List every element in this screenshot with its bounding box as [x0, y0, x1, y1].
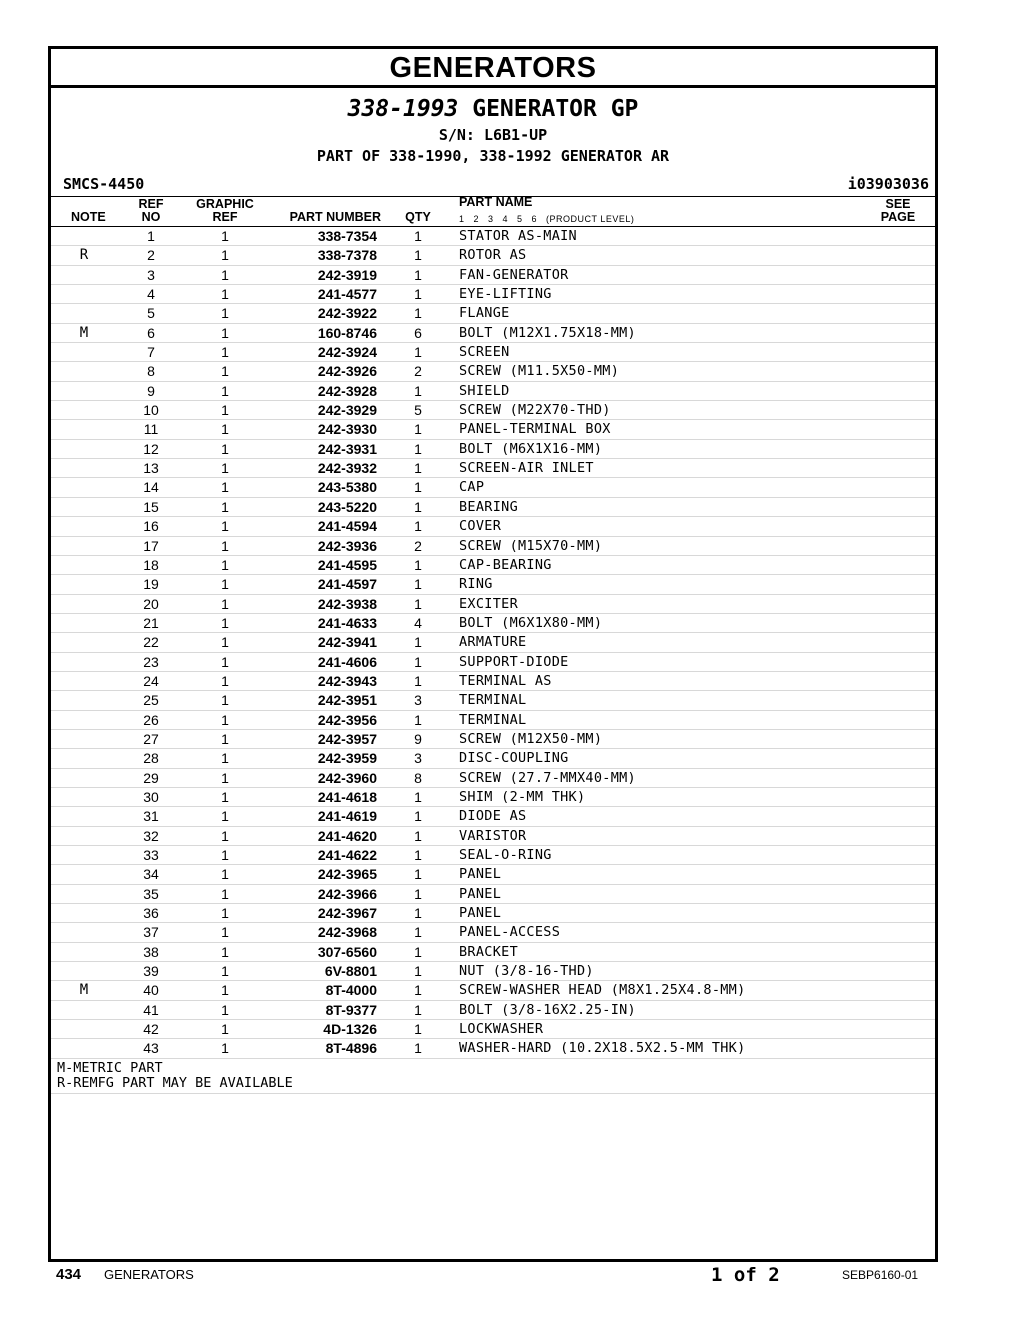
graphic-ref-cell: 1 [221, 344, 229, 361]
ref-no-cell: 22 [143, 634, 159, 651]
ref-no-cell: 4 [147, 286, 155, 303]
graphic-ref-cell: 1 [221, 943, 229, 960]
part-name-cell: PANEL [459, 866, 502, 883]
qty-cell: 1 [414, 847, 422, 863]
header-part-name: PART NAME [459, 195, 533, 209]
part-name-cell: SCREW (27.7-MMX40-MM) [459, 769, 636, 786]
part-number-cell: 6V-8801 [324, 963, 377, 980]
qty-cell: 1 [414, 518, 422, 535]
group-title [51, 95, 935, 123]
part-name-cell: BOLT (M6X1X80-MM) [459, 614, 603, 631]
part-name-cell: CAP [459, 479, 485, 496]
header-qty: QTY [405, 210, 431, 224]
ref-no-cell: 1 [147, 228, 155, 244]
qty-cell: 1 [414, 788, 422, 805]
part-name-cell: VARISTOR [459, 827, 527, 844]
graphic-ref-cell: 1 [221, 518, 229, 535]
graphic-ref-cell: 1 [221, 228, 229, 244]
part-number-cell: 242-3967 [317, 905, 377, 922]
table-header [51, 196, 935, 227]
qty-cell: 1 [414, 576, 422, 593]
part-number-cell: 241-4620 [317, 827, 377, 844]
graphic-ref-cell: 1 [221, 1021, 229, 1038]
table-row [51, 769, 935, 788]
part-name-cell: COVER [459, 518, 502, 535]
graphic-ref-cell: 1 [221, 460, 229, 477]
ref-no-cell: 27 [143, 730, 159, 747]
graphic-ref-cell: 1 [221, 363, 229, 380]
qty-cell: 1 [414, 266, 422, 283]
table-row [51, 788, 935, 807]
table-row [51, 904, 935, 923]
table-row [51, 1001, 935, 1020]
table-row [51, 653, 935, 672]
part-name-cell: SEAL-O-RING [459, 847, 552, 863]
part-number-cell: 241-4633 [317, 614, 377, 631]
part-name-cell: PANEL-ACCESS [459, 924, 561, 941]
table-row [51, 749, 935, 768]
part-number-cell: 242-3931 [317, 440, 377, 457]
ref-no-cell: 35 [143, 885, 159, 902]
note-remfg: R-REMFG PART MAY BE AVAILABLE [57, 1074, 293, 1091]
note-cell: M [79, 324, 89, 341]
ref-no-cell: 39 [143, 963, 159, 980]
table-row [51, 459, 935, 478]
ref-no-cell: 20 [143, 595, 159, 612]
illustration-id: i03903036 [847, 175, 929, 193]
ref-no-cell: 15 [143, 498, 159, 515]
table-row [51, 1039, 935, 1058]
table-row [51, 846, 935, 865]
part-name-cell: NUT (3/8-16-THD) [459, 963, 594, 980]
part-name-cell: BRACKET [459, 943, 518, 960]
part-name-cell: SUPPORT-DIODE [459, 653, 569, 670]
table-row [51, 981, 935, 1000]
qty-cell: 1 [414, 943, 422, 960]
part-name-cell: RING [459, 576, 493, 593]
note-cell: M [79, 982, 89, 999]
ref-no-cell: 11 [143, 421, 159, 438]
table-row [51, 885, 935, 904]
part-name-cell: PANEL [459, 905, 502, 922]
part-name-cell: BOLT (M6X1X16-MM) [459, 440, 603, 457]
note-cell: R [79, 247, 89, 264]
header-see-top: SEE [885, 197, 911, 211]
ref-no-cell: 40 [143, 982, 159, 999]
ref-no-cell: 28 [143, 750, 159, 767]
ref-no-cell: 7 [147, 344, 155, 361]
graphic-ref-cell: 1 [221, 730, 229, 747]
ref-no-cell: 43 [143, 1040, 159, 1057]
part-number-cell: 241-4619 [317, 808, 377, 825]
part-number-cell: 4D-1326 [323, 1021, 377, 1038]
header-ref-bottom: NO [141, 210, 161, 224]
graphic-ref-cell: 1 [221, 827, 229, 844]
ref-no-cell: 8 [147, 363, 155, 380]
part-number-cell: 242-3960 [317, 769, 377, 786]
part-name-cell: TERMINAL [459, 692, 527, 709]
part-number-cell: 242-3966 [317, 885, 377, 902]
part-name-cell: SCREEN [459, 344, 510, 361]
qty-cell: 1 [414, 247, 422, 264]
part-number-cell: 242-3951 [317, 692, 377, 709]
ref-no-cell: 3 [147, 266, 155, 283]
qty-cell: 1 [414, 305, 422, 322]
header-graphic-bottom: REF [212, 210, 238, 224]
part-name-cell: SHIM (2-MM THK) [459, 788, 586, 805]
part-number-cell: 242-3936 [317, 537, 377, 554]
graphic-ref-cell: 1 [221, 885, 229, 902]
group-part-number: 338-1993 [347, 96, 459, 122]
graphic-ref-cell: 1 [221, 286, 229, 303]
table-row [51, 962, 935, 981]
part-number-cell: 242-3932 [317, 460, 377, 477]
ref-no-cell: 19 [143, 576, 159, 593]
notes-block [51, 1059, 935, 1094]
ref-no-cell: 23 [143, 653, 159, 670]
table-row [51, 246, 935, 265]
qty-cell: 1 [414, 982, 422, 999]
part-name-cell: LOCKWASHER [459, 1021, 544, 1038]
ref-no-cell: 25 [143, 692, 159, 709]
ref-no-cell: 17 [143, 537, 159, 554]
part-number-cell: 338-7354 [317, 228, 377, 244]
table-row [51, 440, 935, 459]
part-name-cell: SCREEN-AIR INLET [459, 460, 594, 477]
part-number-cell: 242-3968 [317, 924, 377, 941]
table-row [51, 672, 935, 691]
qty-cell: 1 [414, 1040, 422, 1057]
graphic-ref-cell: 1 [221, 672, 229, 689]
qty-cell: 1 [414, 595, 422, 612]
part-name-cell: TERMINAL [459, 711, 527, 728]
qty-cell: 1 [414, 556, 422, 573]
qty-cell: 3 [414, 750, 422, 767]
table-row [51, 1020, 935, 1039]
ref-no-cell: 18 [143, 556, 159, 573]
part-of-line: PART OF 338-1990, 338-1992 GENERATOR AR [316, 147, 670, 165]
graphic-ref-cell: 1 [221, 866, 229, 883]
page-of: 1 of 2 [711, 1264, 780, 1286]
qty-cell: 1 [414, 866, 422, 883]
graphic-ref-cell: 1 [221, 963, 229, 980]
ref-no-cell: 34 [143, 866, 159, 883]
header-ref-top: REF [138, 197, 164, 211]
table-row [51, 498, 935, 517]
header-note: NOTE [71, 210, 106, 224]
part-number-cell: 307-6560 [317, 943, 377, 960]
graphic-ref-cell: 1 [221, 479, 229, 496]
table-row [51, 595, 935, 614]
part-name-cell: DIODE AS [459, 808, 527, 825]
part-name-cell: PANEL [459, 885, 502, 902]
qty-cell: 1 [414, 479, 422, 496]
qty-cell: 1 [414, 1021, 422, 1038]
table-row [51, 285, 935, 304]
part-number-cell: 241-4622 [317, 847, 377, 863]
qty-cell: 1 [414, 672, 422, 689]
graphic-ref-cell: 1 [221, 402, 229, 419]
qty-cell: 1 [414, 286, 422, 303]
table-row [51, 943, 935, 962]
serial-number: S/N: L6B1-UP [438, 126, 548, 144]
page-footer [56, 1262, 930, 1288]
part-name-cell: EXCITER [459, 595, 518, 612]
part-number-cell: 242-3929 [317, 402, 377, 419]
table-row [51, 478, 935, 497]
qty-cell: 1 [414, 905, 422, 922]
graphic-ref-cell: 1 [221, 382, 229, 399]
ref-no-cell: 2 [147, 247, 155, 264]
table-row [51, 633, 935, 652]
part-number-cell: 242-3928 [317, 382, 377, 399]
header-product-levels: 1 2 3 4 5 6 (PRODUCT LEVEL) [459, 214, 635, 224]
part-name-cell: FLANGE [459, 305, 510, 322]
table-row [51, 401, 935, 420]
part-name-cell: STATOR AS-MAIN [459, 228, 577, 244]
ref-no-cell: 29 [143, 769, 159, 786]
graphic-ref-cell: 1 [221, 1001, 229, 1018]
part-number-cell: 242-3959 [317, 750, 377, 767]
table-row [51, 304, 935, 323]
ref-no-cell: 13 [143, 460, 159, 477]
part-number-cell: 8T-9377 [325, 1001, 377, 1018]
qty-cell: 1 [414, 963, 422, 980]
part-number-cell: 8T-4896 [325, 1040, 377, 1057]
part-name-cell: ROTOR AS [459, 247, 527, 264]
part-number-cell: 241-4594 [317, 518, 377, 535]
graphic-ref-cell: 1 [221, 653, 229, 670]
part-name-cell: SCREW (M12X50-MM) [459, 730, 603, 747]
parts-table-body [51, 227, 935, 1059]
ref-no-cell: 21 [143, 614, 159, 631]
code-line [51, 172, 935, 196]
graphic-ref-cell: 1 [221, 808, 229, 825]
part-name-cell: SCREW (M22X70-THD) [459, 402, 611, 419]
qty-cell: 6 [414, 324, 422, 341]
graphic-ref-cell: 1 [221, 788, 229, 805]
graphic-ref-cell: 1 [221, 440, 229, 457]
part-name-cell: BOLT (M12X1.75X18-MM) [459, 324, 636, 341]
part-name-cell: DISC-COUPLING [459, 750, 569, 767]
page-number: 434 [56, 1266, 82, 1283]
table-row [51, 691, 935, 710]
part-number-cell: 242-3943 [317, 672, 377, 689]
graphic-ref-cell: 1 [221, 982, 229, 999]
part-number-cell: 243-5380 [317, 479, 377, 496]
ref-no-cell: 36 [143, 905, 159, 922]
parts-list-frame [48, 46, 938, 1262]
part-number-cell: 242-3956 [317, 711, 377, 728]
qty-cell: 1 [414, 711, 422, 728]
graphic-ref-cell: 1 [221, 711, 229, 728]
table-row [51, 827, 935, 846]
part-number-cell: 242-3922 [317, 305, 377, 322]
ref-no-cell: 30 [143, 788, 159, 805]
part-name-cell: PANEL-TERMINAL BOX [459, 421, 611, 438]
document-id: SEBP6160-01 [842, 1268, 919, 1282]
table-row [51, 227, 935, 246]
part-number-cell: 242-3938 [317, 595, 377, 612]
qty-cell: 1 [414, 421, 422, 438]
table-row [51, 575, 935, 594]
ref-no-cell: 38 [143, 943, 159, 960]
graphic-ref-cell: 1 [221, 692, 229, 709]
part-name-cell: CAP-BEARING [459, 556, 552, 573]
ref-no-cell: 32 [143, 827, 159, 844]
part-number-cell: 242-3930 [317, 421, 377, 438]
part-name-cell: FAN-GENERATOR [459, 266, 569, 283]
part-name-cell: ARMATURE [459, 634, 527, 651]
table-row [51, 382, 935, 401]
ref-no-cell: 12 [143, 440, 159, 457]
qty-cell: 1 [414, 924, 422, 941]
part-number-cell: 242-3926 [317, 363, 377, 380]
graphic-ref-cell: 1 [221, 634, 229, 651]
qty-cell: 3 [414, 692, 422, 709]
graphic-ref-cell: 1 [221, 421, 229, 438]
graphic-ref-cell: 1 [221, 247, 229, 264]
part-number-cell: 241-4577 [317, 286, 377, 303]
part-number-cell: 242-3924 [317, 344, 377, 361]
smcs-code: SMCS-4450 [63, 175, 145, 193]
part-number-cell: 241-4618 [317, 788, 377, 805]
table-row [51, 730, 935, 749]
part-number-cell: 241-4597 [317, 576, 377, 593]
graphic-ref-cell: 1 [221, 498, 229, 515]
table-row [51, 865, 935, 884]
qty-cell: 1 [414, 382, 422, 399]
table-row [51, 923, 935, 942]
qty-cell: 2 [414, 537, 422, 554]
ref-no-cell: 6 [147, 324, 155, 341]
group-name: GENERATOR GP [472, 96, 639, 122]
table-row [51, 537, 935, 556]
qty-cell: 1 [414, 827, 422, 844]
ref-no-cell: 14 [143, 479, 159, 496]
part-name-cell: SCREW (M15X70-MM) [459, 537, 603, 554]
qty-cell: 1 [414, 1001, 422, 1018]
graphic-ref-cell: 1 [221, 924, 229, 941]
header-graphic-top: GRAPHIC [196, 197, 254, 211]
graphic-ref-cell: 1 [221, 595, 229, 612]
qty-cell: 1 [414, 440, 422, 457]
ref-no-cell: 33 [143, 847, 159, 863]
table-row [51, 517, 935, 536]
ref-no-cell: 26 [143, 711, 159, 728]
part-number-cell: 242-3965 [317, 866, 377, 883]
graphic-ref-cell: 1 [221, 614, 229, 631]
header-see-bottom: PAGE [880, 210, 916, 224]
part-name-cell: SCREW-WASHER HEAD (M8X1.25X4.8-MM) [459, 982, 746, 999]
graphic-ref-cell: 1 [221, 324, 229, 341]
graphic-ref-cell: 1 [221, 750, 229, 767]
ref-no-cell: 9 [147, 382, 155, 399]
part-name-cell: BEARING [459, 498, 518, 515]
graphic-ref-cell: 1 [221, 769, 229, 786]
ref-no-cell: 31 [143, 808, 159, 825]
part-name-cell: BOLT (3/8-16X2.25-IN) [459, 1001, 636, 1018]
part-number-cell: 8T-4000 [325, 982, 377, 999]
graphic-ref-cell: 1 [221, 305, 229, 322]
graphic-ref-cell: 1 [221, 266, 229, 283]
part-number-cell: 241-4595 [317, 556, 377, 573]
table-row [51, 614, 935, 633]
part-number-cell: 338-7378 [317, 247, 377, 264]
ref-no-cell: 5 [147, 305, 155, 322]
qty-cell: 1 [414, 634, 422, 651]
part-number-cell: 242-3957 [317, 730, 377, 747]
part-number-cell: 242-3941 [317, 634, 377, 651]
table-row [51, 420, 935, 439]
part-name-cell: WASHER-HARD (10.2X18.5X2.5-MM THK) [459, 1040, 746, 1057]
table-row [51, 556, 935, 575]
qty-cell: 4 [414, 614, 422, 631]
ref-no-cell: 41 [143, 1001, 159, 1018]
graphic-ref-cell: 1 [221, 847, 229, 863]
table-row [51, 343, 935, 362]
part-name-cell: TERMINAL AS [459, 672, 552, 689]
header-part-number: PART NUMBER [289, 210, 381, 224]
qty-cell: 1 [414, 344, 422, 361]
graphic-ref-cell: 1 [221, 556, 229, 573]
table-row [51, 324, 935, 343]
ref-no-cell: 16 [143, 518, 159, 535]
qty-cell: 2 [414, 363, 422, 380]
part-number-cell: 160-8746 [317, 324, 377, 341]
ref-no-cell: 24 [143, 672, 159, 689]
qty-cell: 1 [414, 228, 422, 244]
qty-cell: 1 [414, 653, 422, 670]
table-row [51, 266, 935, 285]
part-number-cell: 243-5220 [317, 498, 377, 515]
table-row [51, 711, 935, 730]
section-title: GENERATORS [51, 49, 935, 88]
table-row [51, 362, 935, 381]
qty-cell: 5 [414, 402, 422, 419]
part-name-cell: SHIELD [459, 382, 510, 399]
part-number-cell: 241-4606 [317, 653, 377, 670]
qty-cell: 1 [414, 498, 422, 515]
qty-cell: 9 [414, 730, 422, 747]
part-number-cell: 242-3919 [317, 266, 377, 283]
qty-cell: 1 [414, 808, 422, 825]
graphic-ref-cell: 1 [221, 905, 229, 922]
ref-no-cell: 42 [143, 1021, 159, 1038]
qty-cell: 1 [414, 885, 422, 902]
ref-no-cell: 37 [143, 924, 159, 941]
footer-section: GENERATORS [104, 1267, 194, 1282]
ref-no-cell: 10 [143, 402, 159, 419]
table-row [51, 807, 935, 826]
qty-cell: 1 [414, 460, 422, 477]
qty-cell: 8 [414, 769, 422, 786]
part-name-cell: SCREW (M11.5X50-MM) [459, 363, 620, 380]
graphic-ref-cell: 1 [221, 537, 229, 554]
note-metric: M-METRIC PART [57, 1059, 163, 1076]
graphic-ref-cell: 1 [221, 576, 229, 593]
graphic-ref-cell: 1 [221, 1040, 229, 1057]
part-name-cell: EYE-LIFTING [459, 286, 552, 303]
